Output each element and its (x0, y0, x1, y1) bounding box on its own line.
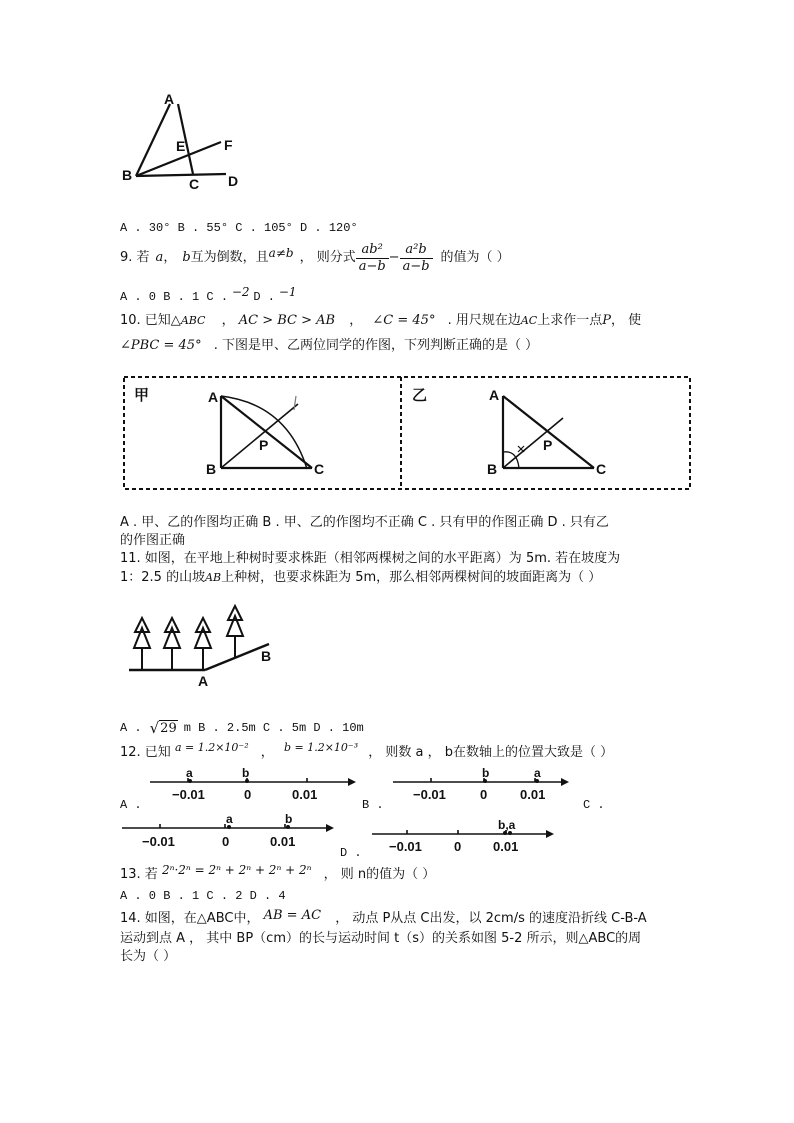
q10-left-c: C (314, 461, 325, 477)
q11-figure (125, 604, 285, 688)
q12-b-value: b = 1.2×10⁻³ (283, 741, 359, 754)
q10-tail1: . 用尺规在边 (447, 313, 521, 328)
q12-c-tick-neg: −0.01 (142, 834, 175, 849)
q9-prefix: 9. 若 (120, 250, 150, 265)
q10-stem-line1 (120, 313, 641, 329)
q9-comma: ， (163, 250, 177, 265)
q14-stem-line1 (120, 908, 647, 927)
q11-label-a: A (198, 673, 209, 688)
q12-b-point-a: a (534, 766, 541, 780)
q12-numberline-d (372, 816, 558, 856)
q13-tail: ， 则 n的值为（ ） (323, 867, 436, 882)
q9-cond: a≠b (268, 246, 294, 260)
q12-d-tick-neg: −0.01 (389, 839, 422, 854)
q9-frac2-num: a²b (400, 242, 433, 259)
q13-stem (120, 863, 436, 883)
q10-right-a: A (489, 387, 500, 403)
q12-b-tick-zero: 0 (480, 787, 488, 802)
q9-frac2-den: a−b (402, 258, 430, 274)
label-d: D (228, 173, 239, 189)
q13-equation: 2ⁿ·2ⁿ = 2ⁿ + 2ⁿ + 2ⁿ + 2ⁿ (161, 863, 312, 877)
q11-options-rest: m B . 2.5m C . 5m D . 10m (183, 721, 364, 735)
q9-option-d: −1 (278, 285, 297, 299)
q9-frac1-den: a−b (358, 258, 386, 274)
q9-mid: 互为倒数，且 (190, 250, 269, 265)
q9-var-a: a (155, 250, 164, 265)
q11-stem-line2 (120, 570, 601, 586)
q12-comma: ， (260, 745, 274, 760)
q10-cond1: AC > BC > AB (238, 313, 336, 328)
q12-c-point-b: b (285, 812, 293, 826)
q10-p: P (602, 313, 611, 328)
q11-slope (205, 644, 272, 670)
q12-prefix: 12. 已知 (120, 745, 171, 760)
q12-numberline-b (393, 766, 573, 806)
q9-frac1-num: ab² (356, 242, 389, 259)
label-e: E (176, 138, 186, 154)
sqrt-symbol: √ (149, 719, 160, 737)
q10-options-line1: A . 甲、乙的作图均正确 B . 甲、乙的作图均不正确 C . 只有甲的作图正确 D . 只有乙 (120, 515, 609, 530)
q10-left-a: A (208, 389, 219, 405)
q12-c-tick-pos: 0.01 (270, 834, 296, 849)
q12-numberline-c (122, 810, 340, 852)
q10-right-c: C (596, 461, 607, 477)
q12-option-a-label: A . (120, 798, 142, 812)
q10-left-p: P (259, 437, 269, 453)
q11-tree (164, 618, 180, 670)
label-f: F (224, 137, 233, 153)
q11-tree (227, 606, 243, 658)
q10-comma1: ， (221, 313, 235, 328)
q14-stem-line2: 运动到点 A ， 其中 BP（cm）的长与运动时间 t（s）的关系如图 5-2 所示，则△ABC的周 (120, 931, 642, 946)
q10-cond3: ∠PBC = 45° (120, 338, 202, 353)
q10-comma2: ， (349, 313, 363, 328)
q9-options-a: A . 0 B . 1 C . (120, 290, 229, 304)
q11-tree (195, 618, 211, 670)
q10-right-triangle (503, 396, 594, 468)
q9-options (120, 285, 297, 305)
q10-panel-left-label: 甲 (134, 386, 150, 404)
q11-label-b: B (261, 648, 272, 664)
q11-line2-a: 1：2.5 的山坡 (120, 570, 206, 585)
q9-tail1: ， 则分式 (299, 250, 356, 265)
q13-options: A . 0 B . 1 C . 2 D . 4 (120, 889, 286, 903)
q10-right-b: B (487, 461, 498, 477)
q12-a-value: a = 1.2×10⁻² (174, 741, 249, 754)
q12-stem (120, 741, 614, 761)
q10-figure (122, 374, 692, 494)
q9-tail2: 的值为（ ） (440, 250, 510, 265)
label-b: B (122, 167, 133, 183)
q12-c-point-a: a (226, 812, 233, 826)
q10-tail2: 上求作一点 (537, 313, 603, 328)
q13-prefix: 13. 若 (120, 867, 158, 882)
q12-a-point-b: b (242, 766, 250, 780)
q10-options-line2: 的作图正确 (120, 533, 186, 548)
q10-ac: AC (520, 314, 538, 327)
q14-prefix: 14. 如图，在△ABC中， (120, 911, 260, 926)
q12-d-point-ba: b,a (498, 818, 516, 832)
q10-tail4: . 下图是甲、乙两位同学的作图，下列判断正确的是（ ） (213, 338, 539, 353)
q12-a-tick-zero: 0 (244, 787, 252, 802)
q10-left-triangle (221, 396, 312, 469)
q10-prefix: 10. 已知△ (120, 313, 181, 328)
label-a: A (164, 91, 175, 107)
q12-b-tick-neg: −0.01 (413, 787, 446, 802)
q12-c-tick-zero: 0 (222, 834, 230, 849)
q12-option-d-label: D . (340, 846, 362, 860)
q12-b-tick-pos: 0.01 (520, 787, 546, 802)
q11-ab: AB (205, 571, 222, 584)
q11-opt-a: A . (120, 721, 142, 735)
q12-option-b-label: B . (362, 798, 384, 812)
q14-cond: AB = AC (263, 908, 322, 923)
q9-option-c: −2 (231, 285, 250, 299)
q10-tail3: ， 使 (611, 313, 642, 328)
q11-stem-line1: 11. 如图，在平地上种树时要求株距（相邻两棵树之间的水平距离）为 5m. 若在坡度为 (120, 551, 621, 566)
q9-minus: − (388, 250, 400, 265)
q12-numberline-a (150, 766, 360, 806)
q12-option-c-label: C . (583, 798, 605, 812)
label-c: C (189, 176, 200, 192)
q12-a-tick-neg: −0.01 (172, 787, 205, 802)
q10-left-b: B (206, 461, 217, 477)
q10-abc: ABC (180, 314, 206, 327)
q10-right-p: P (543, 437, 553, 453)
q9-var-b: b (182, 250, 191, 265)
q11-sqrt-value: 29 (160, 720, 177, 736)
q12-b-point-b: b (482, 766, 490, 780)
q14-tail1: ， 动点 P从点 C出发，以 2cm/s 的速度沿折线 C-B-A (335, 911, 647, 926)
q11-options (120, 716, 364, 740)
q9-fraction-1 (356, 242, 389, 275)
q12-tail: ， 则数 a ， b在数轴上的位置大致是（ ） (368, 745, 614, 760)
q12-a-point-a: a (186, 766, 193, 780)
q10-stem-line2 (120, 338, 538, 354)
q8-figure (118, 90, 258, 195)
q14-stem-line3: 长为（ ） (120, 949, 177, 964)
q11-tree (134, 618, 150, 670)
q12-d-tick-zero: 0 (454, 839, 462, 854)
q10-panel-right-label: 乙 (412, 386, 428, 404)
q9-stem (120, 238, 510, 278)
q10-cond2: ∠C = 45° (372, 313, 436, 328)
q8-options: A . 30° B . 55° C . 105° D . 120° (120, 221, 358, 235)
q12-a-tick-pos: 0.01 (292, 787, 318, 802)
q11-line2-b: 上种树，也要求株距为 5m，那么相邻两棵树间的坡面距离为（ ） (221, 570, 602, 585)
q9-fraction-2 (400, 242, 433, 275)
q9-options-d: D . (253, 290, 275, 304)
q12-d-tick-pos: 0.01 (493, 839, 519, 854)
segment-bd (136, 174, 226, 176)
